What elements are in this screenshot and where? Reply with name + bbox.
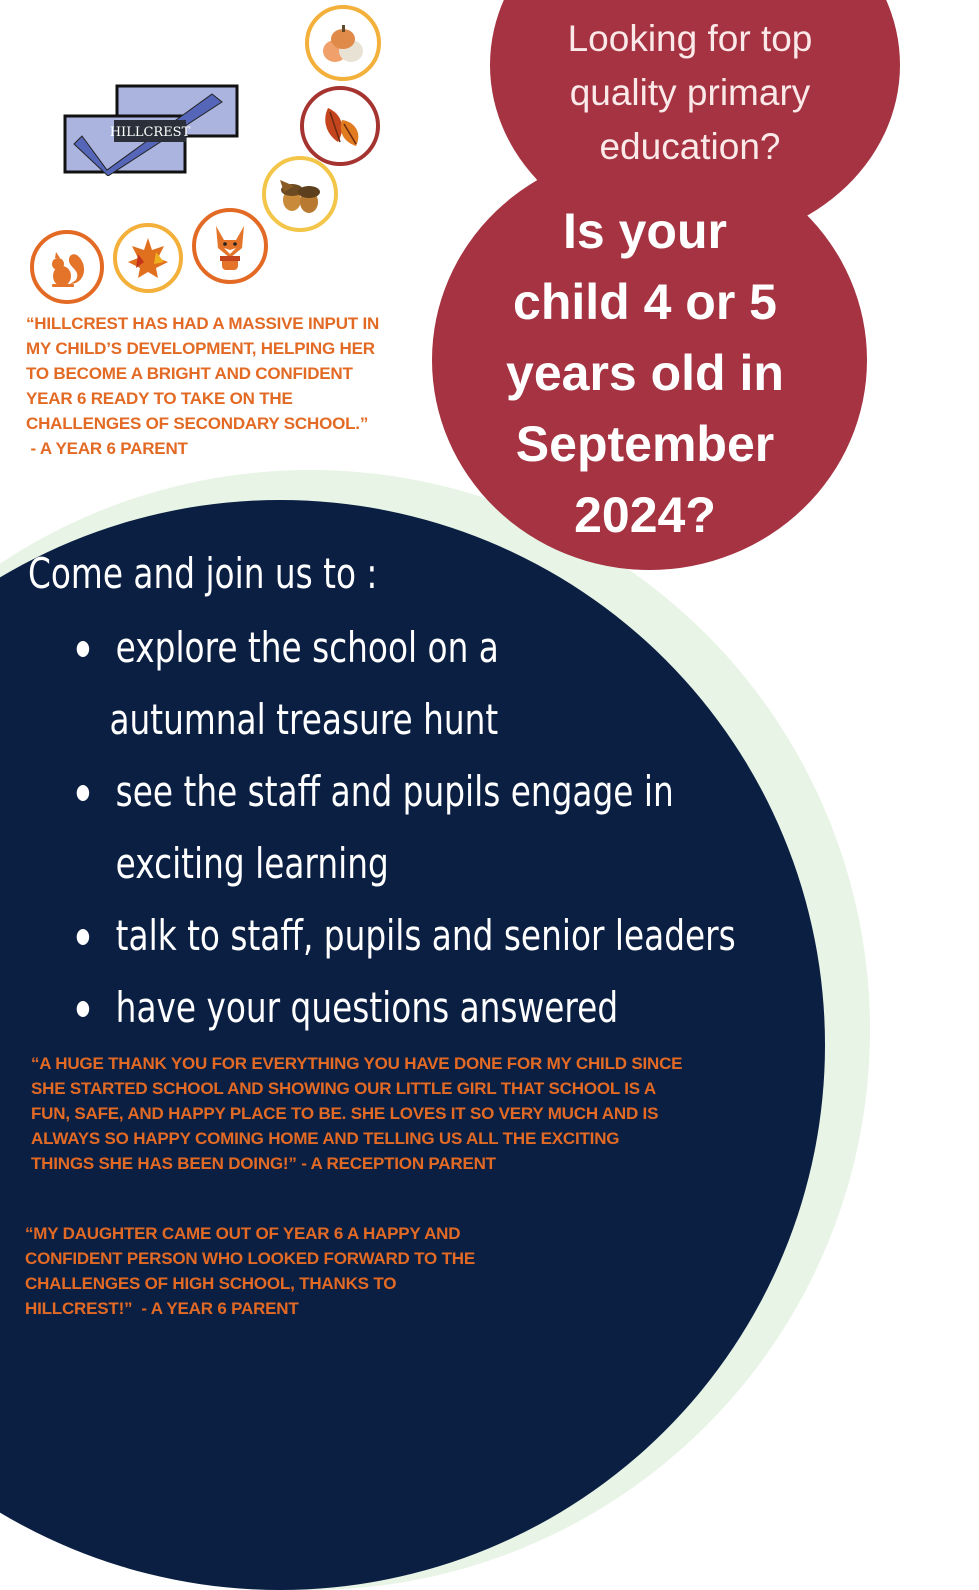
hillcrest-logo (62, 84, 240, 176)
quote-line: TO BECOME A BRIGHT AND CONFIDENT (26, 364, 353, 383)
question-line: years old in (506, 345, 784, 401)
activity-list (72, 612, 972, 1044)
bullet-text-continued: exciting learning (115, 839, 389, 888)
bullet-dot (77, 641, 89, 657)
quote-line: YEAR 6 READY TO TAKE ON THE (26, 389, 293, 408)
quote-line: HILLCREST!” - A YEAR 6 PARENT (25, 1299, 299, 1318)
bullet-text: see the staff and pupils engage in (115, 767, 674, 816)
squirrel-icon (30, 230, 104, 304)
quote-line: ALWAYS SO HAPPY COMING HOME AND TELLING US ALL THE EXCITING (31, 1129, 620, 1148)
parent-quote-year6-daughter (25, 1221, 645, 1321)
question-child-age (470, 196, 820, 551)
logo-text: HILLCREST (109, 125, 191, 140)
parent-quote-reception (31, 1051, 831, 1176)
question-line: quality primary (569, 72, 811, 113)
quote-line: SHE STARTED SCHOOL AND SHOWING OUR LITTLE GIRL THAT SCHOOL IS A (31, 1079, 656, 1098)
acorns-icon (262, 156, 338, 232)
quote-line: “MY DAUGHTER CAME OUT OF YEAR 6 A HAPPY AND (25, 1224, 461, 1243)
list-item (72, 756, 774, 900)
bullet-dot (77, 1001, 89, 1017)
quote-line: “HILLCREST HAS HAD A MASSIVE INPUT IN (26, 314, 380, 333)
quote-line: “A HUGE THANK YOU FOR EVERYTHING YOU HAVE DONE FOR MY CHILD SINCE (31, 1054, 683, 1073)
join-heading: Come and join us to : (28, 549, 378, 598)
question-line: September (515, 416, 775, 472)
question-line: education? (599, 126, 781, 167)
question-line: Looking for top (567, 18, 813, 59)
bullet-text: have your questions answered (115, 983, 619, 1032)
maple-leaves-icon (113, 223, 183, 293)
bullet-dot (77, 929, 89, 945)
question-line: child 4 or 5 (513, 274, 777, 330)
quote-line: CHALLENGES OF HIGH SCHOOL, THANKS TO (25, 1274, 397, 1293)
parent-quote-year6 (26, 311, 446, 461)
list-item (72, 900, 774, 972)
bullet-text: talk to staff, pupils and senior leaders (115, 911, 736, 960)
question-line: 2024? (574, 487, 716, 543)
list-item (72, 972, 774, 1044)
fox-icon (192, 208, 268, 284)
list-item (72, 612, 774, 756)
quote-line: CHALLENGES OF SECONDARY SCHOOL.” (26, 414, 369, 433)
bullet-text-continued: autumnal treasure hunt (109, 695, 499, 744)
autumn-leaves-icon (300, 86, 380, 166)
quote-line: FUN, SAFE, AND HAPPY PLACE TO BE. SHE LOVES IT SO VERY MUCH AND IS (31, 1104, 659, 1123)
quote-attribution: - A YEAR 6 PARENT (26, 439, 188, 458)
quote-line: CONFIDENT PERSON WHO LOOKED FORWARD TO THE (25, 1249, 475, 1268)
question-line: Is your (563, 203, 727, 259)
bullet-text: explore the school on a (115, 623, 499, 672)
quote-line: THINGS SHE HAS BEEN DOING!” - A RECEPTION PARENT (31, 1154, 496, 1173)
quote-line: MY CHILD’S DEVELOPMENT, HELPING HER (26, 339, 375, 358)
question-quality-education (525, 12, 855, 174)
bullet-dot (77, 785, 89, 801)
pumpkins-icon (305, 5, 381, 81)
